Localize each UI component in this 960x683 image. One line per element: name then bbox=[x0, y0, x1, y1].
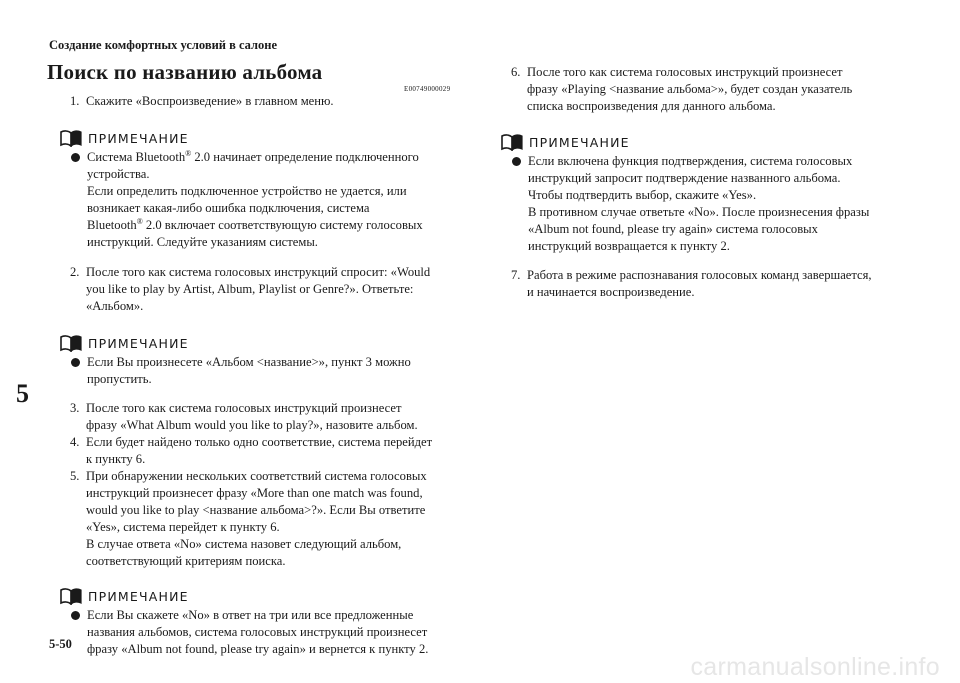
step-4 bbox=[57, 434, 467, 468]
note-label: ПРИМЕЧАНИЕ bbox=[88, 588, 189, 604]
step-number: 2. bbox=[70, 265, 80, 279]
note-line: инструкций возвращается к пункту 2. bbox=[528, 239, 730, 253]
bullet-dot bbox=[71, 611, 80, 620]
step-5 bbox=[57, 468, 467, 570]
note-block-4 bbox=[498, 132, 908, 255]
step-text: После того как система голосовых инструкций произнесет фразу «What Album would you like to play?», назовите альбом. bbox=[86, 401, 418, 432]
step-number: 4. bbox=[70, 435, 80, 449]
page-number: 5-50 bbox=[49, 637, 72, 651]
bullet-dot bbox=[512, 157, 521, 166]
note-label: ПРИМЕЧАНИЕ bbox=[88, 335, 189, 351]
chapter-tab bbox=[0, 374, 46, 420]
note-line: Чтобы подтвердить выбор, скажите «Yes». bbox=[528, 188, 757, 202]
note-line: Система Bluetooth® 2.0 начинает определение подключенного bbox=[87, 148, 419, 164]
note-bullet bbox=[57, 354, 467, 388]
step-text: Работа в режиме распознавания голосовых команд завершается, и начинается воспроизведение. bbox=[527, 268, 872, 299]
note-line: названия альбомов, система голосовых инструкций произнесет bbox=[87, 625, 428, 639]
note-line: Bluetooth® 2.0 включает соответствующую систему голосовых bbox=[87, 216, 423, 232]
step-text: Скажите «Воспроизведение» в главном меню. bbox=[86, 94, 334, 108]
note-bullet bbox=[57, 607, 467, 658]
note-header bbox=[60, 333, 467, 353]
step-number: 7. bbox=[511, 268, 521, 282]
note-header bbox=[60, 586, 467, 606]
note-label: ПРИМЕЧАНИЕ bbox=[88, 130, 189, 146]
note-header bbox=[501, 132, 908, 152]
section-code: E00749000029 bbox=[404, 85, 451, 93]
note-header bbox=[60, 128, 467, 148]
note-line: Если Вы скажете «No» в ответ на три или все предложенные bbox=[87, 608, 414, 622]
note-label: ПРИМЕЧАНИЕ bbox=[529, 134, 630, 150]
running-header: Создание комфортных условий в салоне bbox=[49, 38, 278, 52]
note-line: Если включена функция подтверждения, система голосовых bbox=[528, 154, 853, 168]
note-line: «Album not found, please try again» система голосовых bbox=[528, 222, 818, 236]
step-2 bbox=[57, 264, 467, 315]
note-line: В противном случае ответьте «No». После произнесения фразы bbox=[528, 205, 870, 219]
note-block-3 bbox=[57, 586, 467, 658]
step-number: 3. bbox=[70, 401, 80, 415]
step-text: Если будет найдено только одно соответствие, система перейдет к пункту 6. bbox=[86, 435, 433, 466]
note-block-1 bbox=[57, 128, 467, 251]
step-text: После того как система голосовых инструкций произнесет фразу «Playing <название альбома>», будет создан указатель списка воспроизведения для данного альбома. bbox=[527, 65, 853, 113]
open-book-icon bbox=[501, 133, 523, 151]
note-line: возникает какая-либо ошибка подключения, система bbox=[87, 201, 370, 215]
note-line: устройства. bbox=[87, 167, 150, 181]
step-number: 1. bbox=[70, 94, 80, 108]
right-column bbox=[498, 64, 908, 307]
open-book-icon bbox=[60, 334, 82, 352]
open-book-icon bbox=[60, 587, 82, 605]
note-line: фразу «Album not found, please try again» и вернется к пункту 2. bbox=[87, 642, 429, 656]
step-6 bbox=[498, 64, 908, 115]
note-line: инструкций. Следуйте указаниям системы. bbox=[87, 235, 318, 249]
chapter-number: 5 bbox=[16, 379, 29, 408]
step-number: 5. bbox=[70, 469, 80, 483]
bullet-dot bbox=[71, 153, 80, 162]
note-bullet bbox=[498, 153, 908, 255]
open-book-icon bbox=[60, 129, 82, 147]
note-block-2 bbox=[57, 333, 467, 388]
note-line: инструкций запросит подтверждение названного альбома. bbox=[528, 171, 841, 185]
note-line: пропустить. bbox=[87, 372, 152, 386]
watermark: carmanualsonline.info bbox=[690, 653, 940, 681]
step-number: 6. bbox=[511, 65, 521, 79]
step-7 bbox=[498, 267, 908, 301]
note-bullet bbox=[57, 149, 467, 251]
note-line: Если определить подключенное устройство не удается, или bbox=[87, 184, 407, 198]
note-line: Если Вы произнесете «Альбом <название>», пункт 3 можно bbox=[87, 355, 411, 369]
step-text: После того как система голосовых инструкций спросит: «Would you like to play by Artist, Album, Playlist or Genre?». Ответьте: «Альбом». bbox=[86, 265, 431, 313]
step-3 bbox=[57, 400, 467, 434]
step-text: При обнаружении нескольких соответствий система голосовых инструкций произнесет фразу «More than one match was found, would you like to play <название альбома>?». Если Вы ответите «Yes», система перейдет к пункту 6. В случае ответа «No» система назовет следующий альбом, соответствующий критериям поиска. bbox=[86, 469, 427, 568]
bullet-dot bbox=[71, 358, 80, 367]
step-1 bbox=[57, 93, 467, 110]
section-title: Поиск по названию альбома bbox=[47, 60, 323, 84]
left-column bbox=[57, 93, 467, 668]
